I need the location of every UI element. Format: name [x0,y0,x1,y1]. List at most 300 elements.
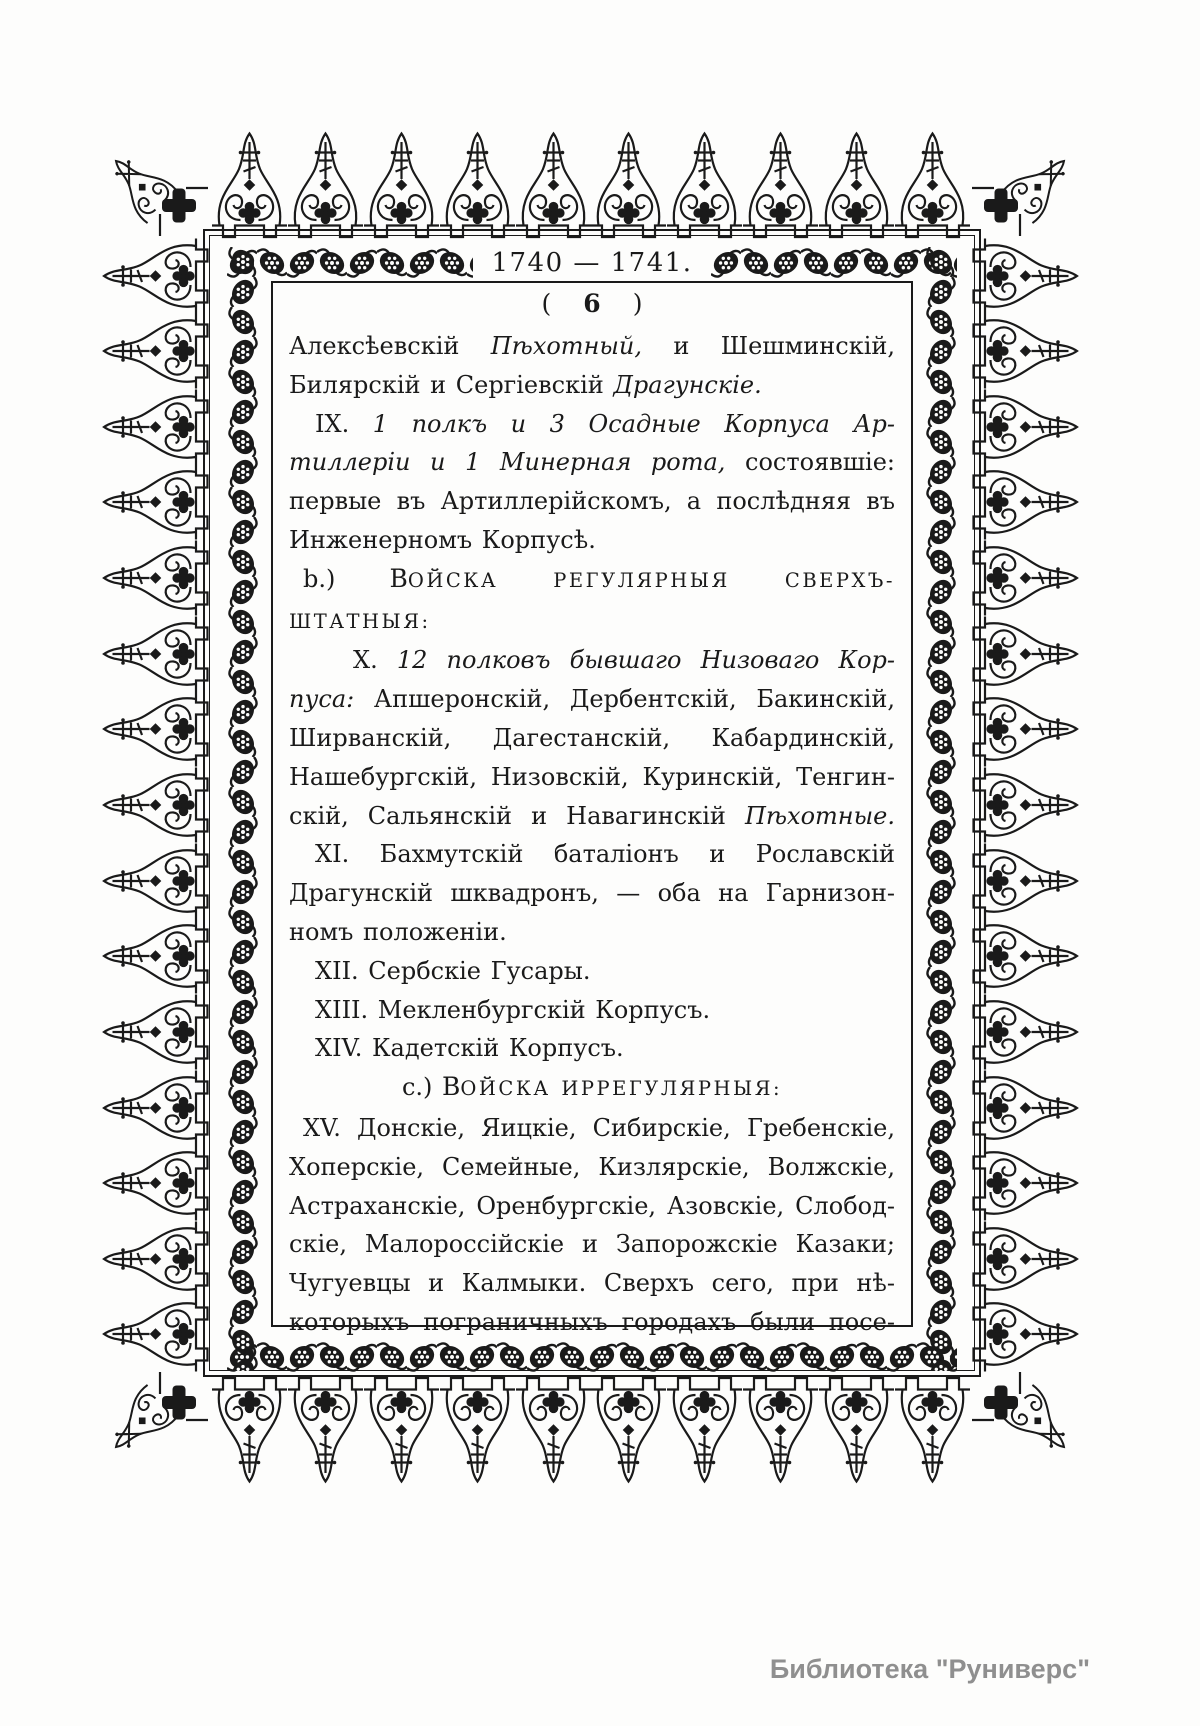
braided-leaf-icon [287,247,317,279]
braided-leaf-icon [227,1297,259,1327]
text-segment: Алексѣевскій [289,332,491,360]
frieze-motif [971,389,1083,464]
frieze-motif [97,994,209,1069]
frieze-motif [288,1376,363,1488]
text-line [289,560,895,642]
ogee-arch-ornament-icon [212,1376,287,1488]
chain-link [227,607,259,637]
chain-link [347,1341,377,1373]
text-line [289,913,895,952]
ogee-arch-ornament-icon [971,1146,1083,1221]
chain-link [857,1341,887,1373]
braided-leaf-icon [227,457,259,487]
frieze-motif [97,541,209,616]
ogee-arch-ornament-icon [288,127,363,239]
chain-link [925,307,957,337]
text-line [289,482,895,521]
chain-link [377,247,407,279]
text-segment: скій, Сальянскій и Навагинскій [289,801,745,830]
frieze-motif [971,919,1083,994]
text-line [289,1109,895,1148]
ogee-arch-ornament-icon [971,616,1083,691]
frieze-motif [97,238,209,313]
frieze-motif [516,1376,591,1488]
ogee-arch-ornament-icon [971,238,1083,313]
ogee-arch-ornament-icon [97,389,209,464]
ogee-arch-ornament-icon [97,1070,209,1145]
chain-link [925,1297,957,1327]
chain-link [707,1341,737,1373]
ogee-arch-ornament-icon [440,1376,515,1488]
chain-link [925,847,957,877]
braided-leaf-icon [925,1177,957,1207]
text-line [289,443,895,482]
chain-link [925,907,957,937]
ogee-arch-ornament-icon [971,994,1083,1069]
text-segment: Нашебургскій, Низовскій, Куринскій, Тенгин- [289,762,895,791]
frieze-motif [819,127,894,239]
braided-leaf-icon [227,1357,259,1371]
border-frieze-right [971,238,1083,1372]
chain-band-left [227,247,259,1371]
text-segment: b.) [303,564,390,593]
chain-run-right [711,247,957,279]
braided-leaf-icon [857,1341,887,1373]
text-segment: Инженерномъ Корпусѣ. [289,525,596,554]
braided-leaf-icon [925,937,957,967]
braided-leaf-icon [227,1117,259,1147]
chain-link [227,997,259,1027]
braided-leaf-icon [227,577,259,607]
braided-leaf-icon [711,247,741,279]
chain-link [227,1267,259,1297]
chain-link [227,1327,259,1357]
ogee-arch-ornament-icon [516,1376,591,1488]
frieze-motif [895,1376,970,1488]
braided-leaf-icon [257,1341,287,1373]
braided-leaf-icon [227,1267,259,1297]
text-segment: XV. Донскіе, Яицкіе, Сибирскіе, Гребенскіе, [303,1113,895,1142]
braided-leaf-icon [925,667,957,697]
text-segment: Апшеронскій, Дербентскій, Бакинскій, [373,685,895,714]
frieze-motif [364,127,439,239]
ogee-arch-ornament-icon [971,1221,1083,1296]
chain-link [925,817,957,847]
ogee-arch-ornament-icon [667,127,742,239]
frieze-motif [97,1070,209,1145]
braided-leaf-icon [437,1341,467,1373]
chain-link [771,247,801,279]
ogee-arch-ornament-icon [97,1146,209,1221]
ogee-arch-ornament-icon [971,314,1083,389]
braided-leaf-icon [377,1341,407,1373]
braided-leaf-icon [317,1341,347,1373]
chain-link [925,1177,957,1207]
italic-text-segment: 1 полкъ и 3 Осадные Корпуса Ар- [372,409,895,438]
text-line [289,797,895,836]
braided-leaf-icon [227,1057,259,1087]
page-number-close-paren: ) [632,289,643,318]
frieze-motif [971,314,1083,389]
ogee-arch-ornament-icon [440,127,515,239]
chain-link [557,1341,587,1373]
chain-link [925,937,957,967]
ogee-arch-ornament-icon [971,1070,1083,1145]
braided-leaf-icon [407,1341,437,1373]
chain-link [617,1341,647,1373]
ogee-arch-ornament-icon [971,541,1083,616]
frieze-motif [212,1376,287,1488]
text-line [289,1225,895,1264]
braided-leaf-icon [227,787,259,817]
braided-leaf-icon [925,1297,957,1327]
braided-leaf-icon [227,727,259,757]
frieze-motif [97,389,209,464]
italic-text-segment: Пѣхотный, [490,332,643,360]
frieze-motif [743,1376,818,1488]
italic-text-segment: Драгунскіе. [613,370,762,399]
ogee-arch-ornament-icon [97,994,209,1069]
chain-link [587,1341,617,1373]
ogee-arch-ornament-icon [819,127,894,239]
text-segment: Хоперскіе, Семейные, Кизлярскіе, Волжскіе, [289,1152,895,1181]
braided-leaf-icon [227,1237,259,1267]
chain-link [377,1341,407,1373]
frieze-motif [97,314,209,389]
braided-leaf-icon [925,1087,957,1117]
braided-leaf-icon [527,1341,557,1373]
frieze-motif [516,127,591,239]
braided-leaf-icon [925,1327,957,1357]
chain-link [227,547,259,577]
chain-link [437,247,467,279]
frieze-motif [97,767,209,842]
chain-link [887,1341,917,1373]
body-text [289,327,895,1342]
text-line [289,1187,895,1226]
chain-link [737,1341,767,1373]
chain-link [647,1341,677,1373]
chain-link [741,247,771,279]
chain-link [925,1087,957,1117]
braided-leaf-icon [925,1207,957,1237]
frieze-motif [971,994,1083,1069]
chain-link [227,907,259,937]
text-line [289,405,895,444]
chain-link [925,1117,957,1147]
text-segment: Драгунскій шквадронъ, — оба на Гарнизон- [289,879,895,908]
text-line [289,1264,895,1303]
chain-link [227,967,259,997]
frieze-motif [440,127,515,239]
chain-link [227,877,259,907]
ogee-arch-ornament-icon [97,767,209,842]
text-segment: первые въ Артиллерійскомъ, а послѣдняя въ [289,487,895,516]
frieze-motif [971,692,1083,767]
text-line [289,758,895,797]
chain-link [227,1237,259,1267]
chain-link [227,1207,259,1237]
chain-link [527,1341,557,1373]
text-segment: XIII. Мекленбургскій Корпусъ. [315,995,711,1024]
braided-leaf-icon [227,1177,259,1207]
text-line [289,327,895,366]
braided-leaf-icon [227,337,259,367]
text-segment: номъ положеніи. [289,917,507,946]
chain-link [227,667,259,697]
frieze-motif [97,616,209,691]
braided-leaf-icon [925,1057,957,1087]
braided-leaf-icon [925,1147,957,1177]
braided-leaf-icon [925,517,957,547]
chain-link [925,1267,957,1297]
frieze-motif [364,1376,439,1488]
chain-link [227,337,259,367]
border-corner-bottom-left [98,1372,208,1482]
braided-leaf-icon [925,607,957,637]
braided-leaf-icon [741,247,771,279]
chain-link [925,277,957,307]
braided-leaf-icon [925,577,957,607]
braided-leaf-icon [861,247,891,279]
frieze-motif [212,127,287,239]
braided-leaf-icon [707,1341,737,1373]
chain-link [287,1341,317,1373]
page-number-open-paren: ( [541,289,552,318]
text-line [289,1148,895,1187]
braided-leaf-icon [557,1341,587,1373]
chain-link [227,1177,259,1207]
braided-leaf-icon [925,1237,957,1267]
braided-leaf-icon [771,247,801,279]
text-segment: c.) [401,1073,443,1102]
ogee-arch-ornament-icon [97,541,209,616]
text-segment: которыхъ пограничныхъ городахъ были посе- [289,1307,895,1336]
chain-link [347,247,377,279]
chain-run-left [227,247,473,279]
text-line [289,1029,895,1068]
braided-leaf-icon [925,307,957,337]
ogee-arch-ornament-icon [97,1221,209,1296]
chain-link [801,247,831,279]
small-caps-text-segment: В [389,563,408,593]
frieze-motif [97,1146,209,1221]
ogee-arch-ornament-icon [97,1297,209,1372]
chain-link [925,787,957,817]
braided-leaf-icon [227,517,259,547]
chain-link [925,547,957,577]
text-segment: Астраханскіе, Оренбургскіе, Азовскіе, Слобод- [289,1191,895,1220]
braided-leaf-icon [227,937,259,967]
small-caps-text-segment: ОЙСКА ИРРЕГУЛЯРНЫЯ: [460,1077,783,1101]
chain-link [925,1027,957,1057]
braided-leaf-icon [827,1341,857,1373]
text-segment: скіе, Малороссійскіе и Запорожскіе Казаки; [289,1230,895,1259]
chain-link [831,247,861,279]
braided-leaf-icon [737,1341,767,1373]
chain-link [925,1207,957,1237]
chain-link [861,247,891,279]
chain-link [227,787,259,817]
braided-leaf-icon [925,1357,957,1371]
chain-link [925,667,957,697]
text-line [289,1303,895,1342]
chain-link [925,1237,957,1267]
braided-leaf-icon [925,397,957,427]
chain-link [925,247,957,277]
braided-leaf-icon [925,907,957,937]
braided-leaf-icon [227,847,259,877]
ogee-arch-ornament-icon [971,389,1083,464]
braided-leaf-icon [257,247,287,279]
page-number-value: 6 [583,289,601,318]
ogee-arch-ornament-icon [971,1297,1083,1372]
ogee-arch-ornament-icon [971,692,1083,767]
text-segment: XI. Бахмутскій баталіонъ и Рославскій [315,840,895,869]
chain-link [437,1341,467,1373]
chain-band-top [227,247,957,279]
ogee-arch-ornament-icon [97,692,209,767]
frieze-motif [97,692,209,767]
border-corner-top-right [972,126,1082,236]
braided-leaf-icon [925,787,957,817]
ogee-arch-ornament-icon [895,1376,970,1488]
chain-link [227,637,259,667]
ogee-arch-ornament-icon [97,843,209,918]
text-segment: Чугуевцы и Калмыки. Сверхъ сего, при нѣ- [289,1269,895,1298]
frieze-motif [971,1297,1083,1372]
frieze-motif [667,1376,742,1488]
frieze-motif [97,465,209,540]
chain-link [257,247,287,279]
small-caps-text-segment: В [442,1072,461,1102]
chain-link [891,247,921,279]
braided-leaf-icon [227,487,259,517]
chain-link [925,1057,957,1087]
chain-link [925,517,957,547]
ogee-arch-ornament-icon [364,1376,439,1488]
braided-leaf-icon [227,1327,259,1357]
ogee-arch-ornament-icon [212,127,287,239]
text-segment: X. [353,646,397,675]
frieze-motif [97,1297,209,1372]
chain-link [227,1297,259,1327]
italic-text-segment: тиллеріи и 1 Минерная рота, [289,448,726,477]
braided-leaf-icon [227,697,259,727]
ogee-arch-ornament-icon [971,919,1083,994]
chain-link [925,637,957,667]
braided-leaf-icon [925,967,957,997]
braided-leaf-icon [227,1087,259,1117]
ogee-arch-ornament-icon [97,314,209,389]
chain-link [925,487,957,517]
ogee-arch-ornament-icon [364,127,439,239]
chain-link [925,757,957,787]
chain-link [925,967,957,997]
frieze-motif [971,465,1083,540]
corner-ornament-icon [98,1372,208,1482]
braided-leaf-icon [227,1207,259,1237]
chain-link [925,607,957,637]
chain-band-bottom [227,1341,957,1373]
braided-leaf-icon [925,487,957,517]
frieze-motif [971,1146,1083,1221]
braided-leaf-icon [227,907,259,937]
year-range-header: 1740 — 1741. [491,248,693,278]
text-line [289,835,895,874]
chain-link [227,577,259,607]
text-segment: состоявшіе: [725,448,896,477]
frieze-motif [440,1376,515,1488]
chain-link [797,1341,827,1373]
frieze-motif [971,767,1083,842]
braided-leaf-icon [831,247,861,279]
ogee-arch-ornament-icon [97,616,209,691]
braided-leaf-icon [227,277,259,307]
ogee-arch-ornament-icon [743,127,818,239]
braided-leaf-icon [587,1341,617,1373]
italic-text-segment: пуса: [289,685,374,714]
braided-leaf-icon [347,1341,377,1373]
chain-link [227,1027,259,1057]
chain-link [497,1341,527,1373]
frieze-motif [591,1376,666,1488]
frieze-motif [971,1221,1083,1296]
braided-leaf-icon [227,607,259,637]
braided-leaf-icon [227,757,259,787]
frieze-motif [971,1070,1083,1145]
braided-leaf-icon [227,427,259,457]
border-frieze-bottom [212,1376,970,1488]
braided-leaf-icon [925,457,957,487]
braided-leaf-icon [287,1341,317,1373]
chain-link [227,247,259,277]
text-line [289,1068,895,1109]
frieze-motif [97,919,209,994]
italic-text-segment: Пѣхотные. [744,801,895,830]
chain-link [925,457,957,487]
chain-link [827,1341,857,1373]
braided-leaf-icon [925,637,957,667]
text-line [289,641,895,680]
text-segment: Билярскій и Сергіевскій [289,370,614,399]
frieze-motif [743,127,818,239]
chain-link [407,247,437,279]
braided-leaf-icon [925,1027,957,1057]
ogee-arch-ornament-icon [971,465,1083,540]
chain-link [227,757,259,787]
chain-link [227,1357,259,1371]
braided-leaf-icon [227,307,259,337]
text-segment: XIV. Кадетскій Корпусъ. [315,1034,624,1063]
braided-leaf-icon [467,1341,497,1373]
text-segment: IX. [315,409,373,438]
braided-leaf-icon [407,247,437,279]
text-line [289,991,895,1030]
chain-band-right [925,247,957,1371]
braided-leaf-icon [227,247,259,277]
chain-link [227,937,259,967]
chain-link [925,427,957,457]
border-frieze-top [212,127,970,239]
braided-leaf-icon [227,367,259,397]
braided-leaf-icon [925,277,957,307]
ogee-arch-ornament-icon [591,127,666,239]
braided-leaf-icon [227,667,259,697]
chain-link [467,1341,497,1373]
frieze-motif [97,843,209,918]
braided-leaf-icon [227,817,259,847]
